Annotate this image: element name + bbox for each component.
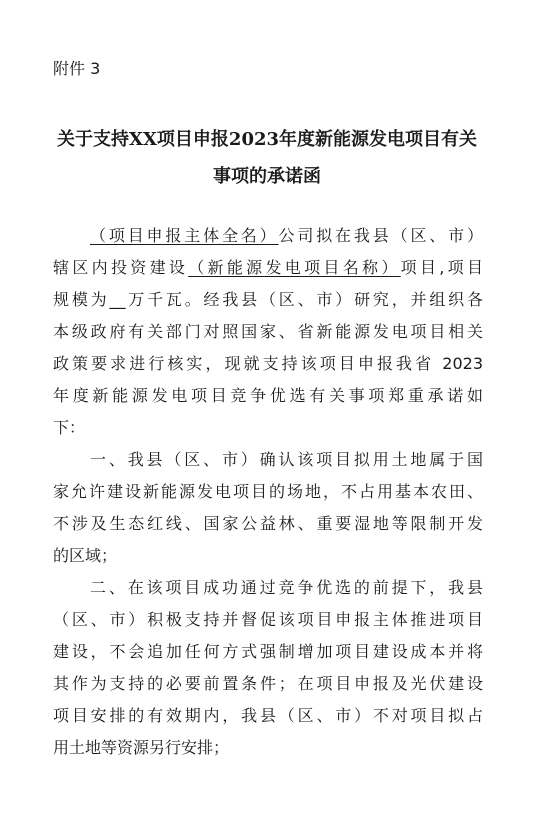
paragraph-1-text: 项目,项目 xyxy=(400,258,483,277)
paragraph-3-line-6: 用土地等资源另行安排； xyxy=(53,738,230,757)
paragraph-1-line-5: 政策要求进行核实，现就支持该项目申报我省 2023 xyxy=(53,354,483,373)
company-name-blank: （项目申报主体全名） xyxy=(90,226,279,245)
document-title-line-1: 关于支持XX项目申报2023年度新能源发电项目有关 xyxy=(56,129,478,150)
paragraph-2-line-2: 家允许建设新能源发电项目的场地，不占用基本农田、 xyxy=(53,482,483,501)
paragraph-1-line-7: 下： xyxy=(53,418,86,437)
paragraph-1-line-2 xyxy=(53,258,483,278)
paragraph-1-line-3 xyxy=(53,290,483,310)
paragraph-2-line-1: 一、我县（区、市）确认该项目拟用土地属于国 xyxy=(90,450,483,469)
paragraph-1-text: 公司拟在我县（区、市） xyxy=(278,226,483,245)
paragraph-3-line-4: 其作为支持的必要前置条件；在项目申报及光伏建设 xyxy=(53,674,483,693)
paragraph-3-line-1: 二、在该项目成功通过竞争优选的前提下，我县 xyxy=(90,578,483,597)
paragraph-1-text: 辖区内投资建设 xyxy=(53,258,189,277)
project-scale-blank: __ xyxy=(109,290,126,309)
paragraph-1-text: 规模为 xyxy=(53,290,110,309)
paragraph-2-line-3: 不涉及生态红线、国家公益林、重要湿地等限制开发 xyxy=(53,514,483,533)
project-name-blank: （新能源发电项目名称） xyxy=(188,258,401,277)
document-title-line-2: 事项的承诺函 xyxy=(213,166,321,187)
paragraph-1-line-1 xyxy=(90,226,483,246)
paragraph-1-line-4: 本级政府有关部门对照国家、省新能源发电项目相关 xyxy=(53,322,483,341)
paragraph-1-line-6: 年度新能源发电项目竞争优选有关事项郑重承诺如 xyxy=(53,386,483,405)
paragraph-3-line-3: 建设，不会追加任何方式强制增加项目建设成本并将 xyxy=(53,642,483,661)
paragraph-3-line-5: 项目安排的有效期内，我县（区、市）不对项目拟占 xyxy=(53,706,483,725)
paragraph-3-line-2: （区、市）积极支持并督促该项目申报主体推进项目 xyxy=(53,610,483,629)
attachment-label: 附件 3 xyxy=(53,59,101,78)
paragraph-2-line-4: 的区域； xyxy=(53,546,118,565)
paragraph-1-text: 万千瓦。经我县（区、市）研究，并组织各 xyxy=(125,290,483,309)
